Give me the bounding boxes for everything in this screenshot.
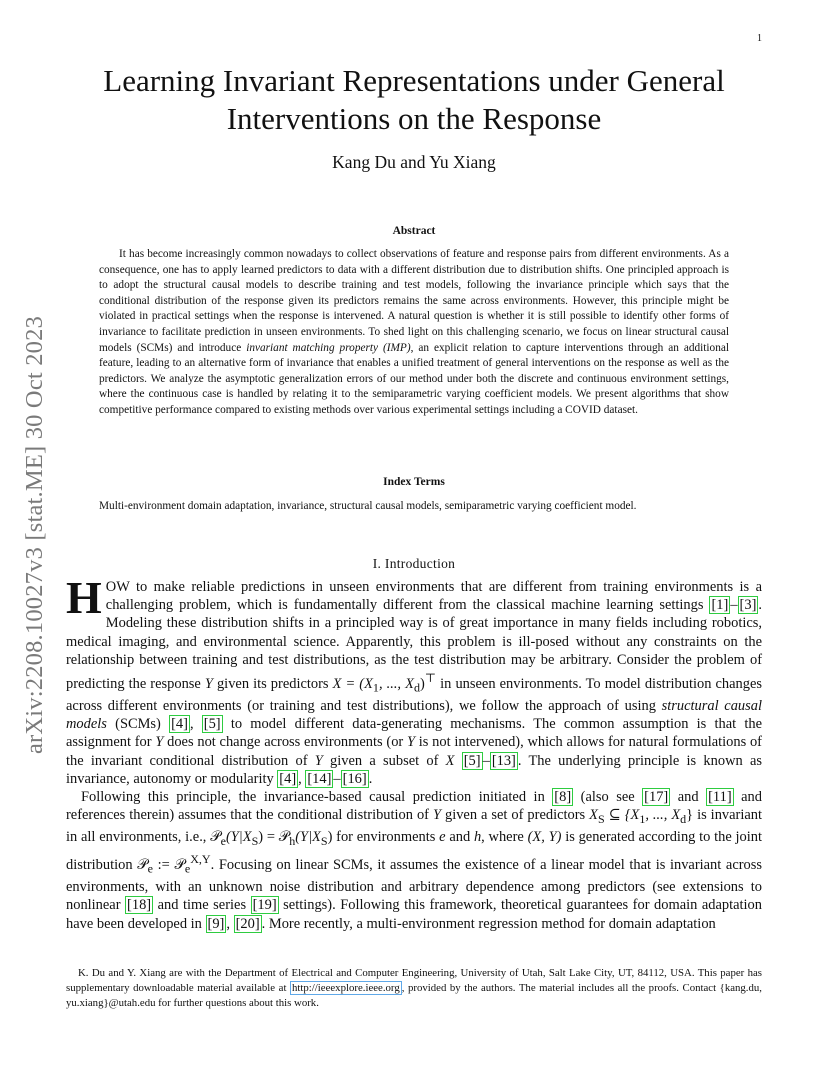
text: given its predictors — [212, 675, 333, 692]
citation-link[interactable]: [4] — [279, 770, 297, 787]
citation-link[interactable]: [17] — [644, 788, 669, 805]
text: , — [189, 716, 202, 733]
text: and time series — [153, 897, 251, 914]
text — [454, 753, 461, 769]
page-number: 1 — [757, 33, 762, 44]
section-heading: I. Introduction — [372, 556, 456, 571]
text: and — [445, 829, 474, 846]
math: (X, Y) — [527, 829, 562, 846]
text: given a set of predictors — [441, 807, 590, 824]
citation-link[interactable]: [11] — [708, 788, 732, 805]
math: h — [289, 834, 296, 849]
math: e — [439, 829, 446, 846]
text: in unseen environments. To model distribution changes across different environments (or training and test distributions), we follow the approach of using — [66, 675, 762, 714]
math: S — [251, 834, 259, 849]
text: – — [482, 752, 490, 769]
math: (Y|X — [225, 829, 252, 846]
url-link[interactable]: http://ieeexplore.ieee.org — [292, 982, 400, 995]
math: e — [147, 862, 153, 877]
math: 1 — [372, 680, 379, 695]
text: , provided by the authors. The material includes all the proofs. Contact {kang.du, yu.xiang}@utah.edu for further questions about this work. — [66, 982, 763, 1010]
math: := — [152, 857, 175, 874]
text: does not change across environments (or — [163, 734, 407, 751]
math: , ..., X — [378, 675, 414, 692]
text: , where — [481, 829, 528, 846]
math: 𝒫 — [174, 857, 185, 874]
drop-cap: H — [66, 572, 102, 623]
math: Y — [155, 734, 164, 751]
math: , ..., X — [645, 807, 681, 824]
math: 𝒫 — [278, 829, 290, 846]
math: e — [184, 862, 191, 877]
math: ⊆ {X — [604, 807, 640, 824]
math: 𝒫 — [210, 829, 221, 846]
index-terms: Multi-environment domain adaptation, invariance, structural causal models, semiparametric varying coefficient model. — [99, 500, 637, 512]
math: ) — [419, 675, 425, 692]
citation-link[interactable]: [8] — [554, 788, 572, 805]
citation-link[interactable]: [4] — [171, 716, 188, 733]
abstract-emphasis: invariant matching property (IMP) — [246, 341, 411, 354]
math: X — [445, 752, 455, 769]
math: 1 — [639, 812, 646, 827]
text: – — [730, 597, 738, 614]
math: Y — [432, 807, 441, 824]
text: to model different data-generating mechanisms. The common assumption is that the assignment for — [66, 716, 763, 751]
text: – — [333, 770, 341, 787]
text: ) for environments — [327, 829, 440, 846]
text: and references therein) assumes that the conditional distribution of — [66, 788, 762, 824]
text: . Focusing on linear SCMs, it assumes the existence of a linear model that is invariant across environments, with an unknown noise distribution and arbitrary dependence among predictors (see extensions to nonlinear — [66, 857, 762, 914]
text: , — [298, 770, 306, 787]
text: , — [226, 915, 234, 932]
text: and — [670, 788, 707, 805]
abstract-text: It has become increasingly common nowadays to collect observations of feature and response pairs from different environments. As a consequence, one has to apply learned predictors to data with a different distribution due to distribution shifts. One principled approach is to adopt the structural causal models to describe training and test models, following the invariance principle which says that the conditional distribution of the response given its predictors remains the same across environments. However, this principle might be violated in practical settings when the response is intervened. A natural question is whether it is still possible to identify other forms of invariance to facilitate prediction in unseen environments. To shed light on this challenging scenario, we focus on linear structural causal models (SCMs) and introduce — [99, 248, 729, 354]
abstract-heading: Abstract — [392, 225, 436, 237]
citation-link[interactable]: [1] — [711, 597, 729, 614]
math: X = (X — [332, 675, 373, 692]
text: settings). Following this framework, theoretical guarantees for domain adaptation have been developed in — [66, 897, 762, 932]
math: X — [589, 807, 598, 824]
introduction-body — [66, 572, 763, 933]
math: d — [413, 680, 420, 695]
text: . More recently, a multi-environment regression method for domain adaptation — [261, 915, 716, 932]
arxiv-stamp-text: arXiv:2208.10027v3 [stat.ME] 30 Oct 2023 — [21, 315, 48, 755]
math: Y — [314, 752, 323, 769]
text: OW to make reliable predictions in unseen environments that are different from training environments is a challenging problem, which is fundamentally different from the classical machine learning settings — [105, 579, 762, 614]
text: is not intervened), which allows for natural formulations of the invariant conditional distribution of — [66, 734, 762, 769]
text: is generated according to the joint distribution — [66, 829, 763, 874]
math: X,Y — [190, 852, 211, 867]
math: d — [680, 812, 687, 827]
math: ⊤ — [424, 671, 437, 686]
citation-link[interactable]: [20] — [235, 915, 260, 932]
emphasis: structural causal models — [66, 697, 762, 733]
text: Following this principle, the invariance-based causal prediction initiated in — [81, 788, 553, 805]
authors: Kang Du and Yu Xiang — [332, 152, 496, 172]
text: . The underlying principle is known as invariance, autonomy or modularity — [66, 752, 762, 787]
citation-link[interactable]: [18] — [127, 897, 152, 914]
citation-link[interactable]: [16] — [342, 770, 367, 787]
math: Y — [204, 675, 213, 692]
paper-title: Learning Invariant Representations under General Interventions on the Response — [103, 63, 725, 136]
math: S — [320, 834, 328, 849]
text: (SCMs) — [106, 716, 170, 733]
text: . Modeling these distribution shifts in a principled way is of great importance in many fields including robotics, medical imaging, and environmental science. Apparently, this problem is ill-posed without any constraints on the relationship between training and test distributions, as the test distribution may be arbitrary. Consider the problem of predicting the response — [66, 597, 762, 692]
paragraph-2 — [66, 788, 762, 933]
paragraph-1 — [66, 572, 763, 788]
abstract-text: , an explicit relation to capture interventions through an additional feature, leading to an alternative form of invariance that enables a unified treatment of general interventions on the response as well as the predictors. We analyze the asymptotic generalization errors of our method under both the discrete and continuous environment settings, where the continuous case is handled by relating it to the semiparametric varying coefficient models. We present algorithms that show competitive performance compared to existing methods over various experimental settings including a COVID dataset. — [99, 341, 729, 416]
citation-link[interactable]: [14] — [307, 770, 332, 787]
arxiv-stamp — [10, 295, 60, 775]
citation-link[interactable]: [5] — [203, 716, 221, 733]
text: given a subset of — [322, 752, 446, 769]
text: (also see — [573, 788, 643, 805]
citation-link[interactable]: [5] — [463, 752, 481, 769]
math: e — [220, 834, 226, 849]
citation-link[interactable]: [9] — [207, 915, 225, 932]
index-terms-heading: Index Terms — [383, 476, 445, 488]
footnote — [66, 966, 762, 1012]
citation-link[interactable]: [13] — [491, 752, 516, 769]
text: } is invariant in all environments, i.e., — [66, 807, 762, 846]
text: K. Du and Y. Xiang are with the Department of Electrical and Computer Engineering, University of Utah, Salt Lake City, UT, 84112, USA. This paper has supplementary downloadable material available at — [66, 967, 762, 995]
math: h — [473, 829, 482, 846]
text: . — [368, 770, 373, 787]
abstract — [99, 247, 729, 419]
citation-link[interactable]: [3] — [739, 597, 757, 614]
math: ) = — [258, 829, 279, 846]
math: (Y|X — [295, 829, 321, 846]
math: S — [597, 812, 605, 827]
citation-link[interactable]: [19] — [252, 897, 277, 914]
math: Y — [406, 734, 416, 751]
math: 𝒫 — [137, 857, 148, 874]
